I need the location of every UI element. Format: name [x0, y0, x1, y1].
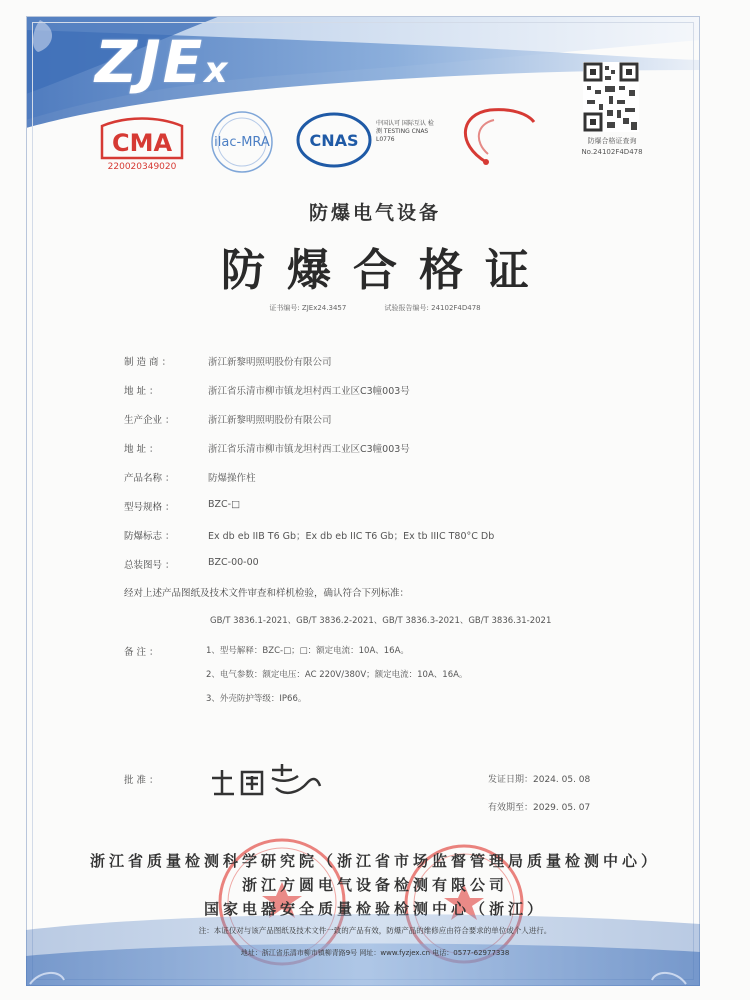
standards-list: GB/T 3836.1-2021、GB/T 3836.2-2021、GB/T 3836.3-2021、GB/T 3836.31-2021: [210, 616, 552, 626]
field-value-manufacturer-address: 浙江省乐清市柳市镇龙坦村西工业区C3幢003号: [208, 386, 410, 397]
field-value-producer: 浙江新黎明照明股份有限公司: [208, 415, 332, 426]
expiry-date: 有效期至：2029. 05. 07: [488, 803, 591, 813]
issuer-line: 浙江省质量检测科学研究院（浙江省市场监督管理局质量检测中心）: [89, 852, 660, 870]
certificate-subtitle: 防爆电气设备: [308, 202, 441, 224]
field-value-ex-marking: Ex db eb IIB T6 Gb；Ex db eb IIC T6 Gb；Ex tb IIIC T80°C Db: [208, 531, 495, 542]
cnas-text: CNAS: [309, 131, 359, 150]
field-value-model: BZC-□: [208, 499, 241, 510]
field-label-manufacturer-address: 地 址 ：: [124, 386, 159, 397]
field-value-manufacturer: 浙江新黎明照明股份有限公司: [208, 357, 332, 368]
footer-note: 注：本证仅对与该产品图纸及技术文件一致的产品有效，防爆产品的维修应由符合要求的单位或个人进行。: [198, 926, 552, 935]
conformity-statement: 经对上述产品图纸及技术文件审查和样机检验，确认符合下列标准：: [124, 588, 410, 599]
field-label-ex-marking: 防爆标志 ：: [124, 531, 175, 542]
certificate-numbers: [0, 303, 750, 313]
approver-signature: [206, 760, 326, 800]
ilac-mra-logo: [204, 108, 280, 176]
note-item: 3、外壳防护等级：IP66。: [206, 694, 307, 704]
field-value-product-name: 防爆操作柱: [208, 473, 256, 484]
field-label-model: 型号规格 ：: [124, 502, 175, 513]
approver-label: 批 准 ：: [124, 775, 159, 786]
svg-text:CMA: CMA: [111, 129, 173, 157]
field-value-drawing-number: BZC-00-00: [208, 557, 259, 568]
field-value-producer-address: 浙江省乐清市柳市镇龙坦村西工业区C3幢003号: [208, 444, 410, 455]
qr-caption: 防爆合格证查询 No.24102F4D478: [581, 137, 643, 156]
cma-logo: [96, 114, 188, 176]
issuer-line: 浙江方圆电气设备检测有限公司: [241, 876, 508, 894]
cma-number: 220020349020: [107, 162, 177, 172]
certificate-title: 防爆合格证: [221, 245, 551, 296]
note-item: 2、电气参数：额定电压：AC 220V/380V；额定电流：10A、16A。: [206, 670, 468, 680]
cnas-caption: 中国认可 国际互认 检测 TESTING CNAS L0776: [376, 120, 434, 143]
field-label-drawing-number: 总装图号 ：: [124, 560, 175, 571]
note-item: 1、型号解释：BZC-□；□：额定电流：10A、16A。: [206, 646, 409, 656]
field-label-manufacturer: 制 造 商 ：: [124, 357, 172, 368]
issue-date: 发证日期：2024. 05. 08: [488, 775, 591, 785]
footer-contact: 地址：浙江省乐清市柳市镇柳青路9号 网址：www.fyzjex.cn 电话：0577-62977338: [240, 949, 510, 957]
field-label-producer: 生产企业 ：: [124, 415, 175, 426]
certificate-number: 证书编号: ZJEx24.3457: [269, 304, 347, 312]
field-label-product-name: 产品名称 ：: [124, 473, 175, 484]
accreditation-mark-icon: [446, 104, 536, 168]
ilac-text: ilac-MRA: [214, 135, 270, 150]
brand-logo: ZJEx: [95, 28, 230, 96]
issuer-line: 国家电器安全质量检验检测中心（浙江）: [203, 900, 546, 918]
cnas-logo: [296, 110, 438, 170]
notes-label: 备 注 ：: [124, 647, 159, 658]
field-label-producer-address: 地 址 ：: [124, 444, 159, 455]
report-number: 试验报告编号: 24102F4D478: [384, 304, 481, 312]
qr-code-icon: [583, 62, 639, 132]
